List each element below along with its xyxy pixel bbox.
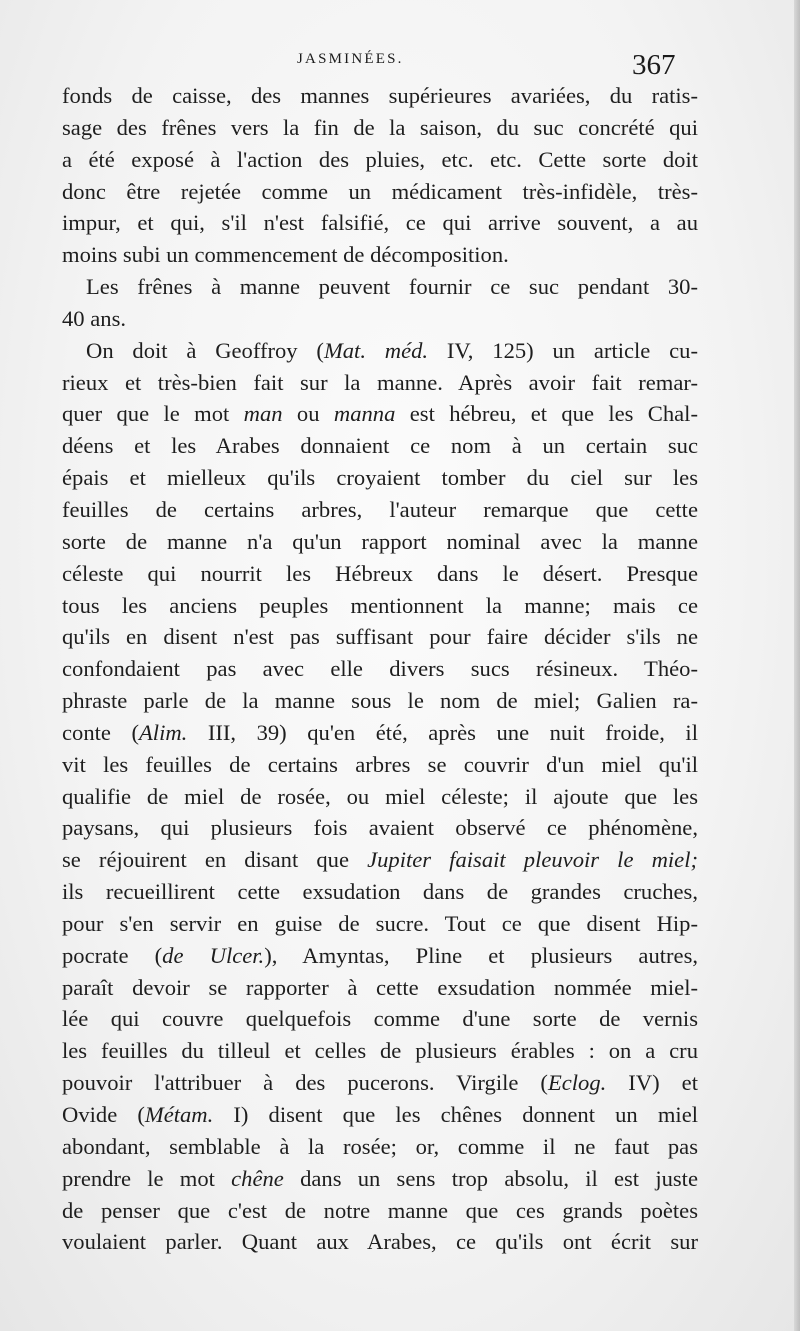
roman-text: fonds de caisse, des mannes supérieures avariées, du ratis-: [62, 83, 698, 108]
running-head: [0, 47, 800, 81]
text-line: [62, 621, 698, 653]
text-line: [62, 876, 698, 908]
italic-text: Jupiter faisait pleuvoir le miel;: [367, 847, 698, 873]
roman-text: rieux et très-bien fait sur la manne. Après avoir fait remar-: [62, 369, 698, 395]
roman-text: ils recueillirent cette exsudation dans de grandes cruches,: [62, 879, 698, 905]
text-line: [62, 685, 698, 717]
text-line: [62, 1226, 698, 1258]
roman-text: impur, et qui, s'il n'est falsifié, ce qui arrive souvent, a au: [62, 210, 698, 236]
text-line: [62, 1099, 698, 1131]
roman-text: feuilles de certains arbres, l'auteur remarque que cette: [62, 496, 698, 522]
text-line: [62, 526, 698, 558]
text-line: [62, 367, 698, 399]
roman-text: Les frênes à manne peuvent fournir ce suc pendant 30-: [86, 274, 698, 300]
roman-text: IV) et: [606, 1070, 698, 1096]
body-text: [62, 80, 698, 1258]
italic-text: man: [243, 401, 283, 427]
italic-text: chêne: [231, 1165, 284, 1191]
roman-text: confondaient pas avec elle divers sucs résineux. Théo-: [62, 656, 698, 682]
text-line: [62, 207, 698, 239]
text-line: [62, 176, 698, 208]
text-line: [62, 940, 698, 972]
roman-text: paysans, qui plusieurs fois avaient observé ce phénomène,: [62, 815, 698, 841]
text-line: [62, 1195, 698, 1227]
text-line: [62, 908, 698, 940]
italic-text: Métam.: [144, 1102, 214, 1127]
roman-text: sage des frênes vers la fin de la saison, du suc concrété qui: [62, 114, 698, 140]
italic-text: Alim.: [138, 719, 188, 745]
roman-text: tous les anciens peuples mentionnent la manne; mais ce: [62, 592, 698, 618]
roman-text: épais et mielleux qu'ils croyaient tomber du ciel sur les: [62, 465, 698, 491]
text-line: [62, 1163, 698, 1195]
roman-text: pouvoir l'attribuer à des pucerons. Virgile (: [62, 1070, 548, 1096]
italic-text: Eclog.: [547, 1070, 607, 1096]
roman-text: déens et les Arabes donnaient ce nom à un certain suc: [62, 433, 698, 459]
text-line: [62, 398, 698, 430]
roman-text: IV, 125) un article cu-: [428, 337, 698, 363]
roman-text: les feuilles du tilleul et celles de plusieurs érables : on a cru: [62, 1038, 698, 1064]
roman-text: paraît devoir se rapporter à cette exsudation nommée miel-: [62, 974, 698, 1000]
text-line: [62, 781, 698, 813]
text-line: [62, 239, 698, 271]
text-line: [62, 749, 698, 781]
roman-text: dans un sens trop absolu, il est juste: [283, 1165, 698, 1191]
roman-text: 40 ans.: [62, 305, 127, 331]
roman-text: abondant, semblable à la rosée; or, comme il ne faut pas: [62, 1133, 698, 1159]
running-title: JASMINÉES.: [297, 51, 404, 67]
text-line: [62, 812, 698, 844]
italic-text: Mat. méd.: [323, 337, 429, 363]
roman-text: phraste parle de la manne sous le nom de miel; Galien ra-: [62, 688, 698, 714]
roman-text: ou: [282, 401, 334, 427]
roman-text: qu'ils en disent n'est pas suffisant pour faire décider s'ils ne: [62, 624, 698, 650]
roman-text: se réjouirent en disant que: [62, 847, 368, 873]
roman-text: céleste qui nourrit les Hébreux dans le désert. Presque: [62, 560, 698, 586]
text-line: [62, 1035, 698, 1067]
page-number: 367: [632, 49, 676, 81]
text-line: [62, 1067, 698, 1099]
roman-text: sorte de manne n'a qu'un rapport nominal avec la manne: [62, 528, 698, 554]
text-line: [62, 112, 698, 144]
text-line: [62, 494, 698, 526]
roman-text: vit les feuilles de certains arbres se couvrir d'un miel qu'il: [62, 751, 698, 777]
text-line: [62, 653, 698, 685]
roman-text: ), Amyntas, Pline et plusieurs autres,: [264, 942, 699, 968]
roman-text: conte (: [62, 719, 139, 745]
text-line: [62, 303, 698, 335]
roman-text: prendre le mot: [62, 1165, 232, 1191]
text-line: [62, 590, 698, 622]
roman-text: moins subi un commencement de décomposition.: [62, 242, 509, 268]
roman-text: qualifie de miel de rosée, ou miel céleste; il ajoute que les: [62, 783, 698, 809]
roman-text: lée qui couvre quelquefois comme d'une sorte de vernis: [62, 1006, 698, 1032]
roman-text: donc être rejetée comme un médicament très-infidèle, très-: [62, 178, 698, 204]
roman-text: a été exposé à l'action des pluies, etc. etc. Cette sorte doit: [62, 146, 698, 172]
text-line: [62, 271, 698, 303]
page-edge: [794, 0, 800, 1331]
text-line: [62, 717, 698, 749]
roman-text: pour s'en servir en guise de sucre. Tout ce que disent Hip-: [62, 910, 698, 936]
roman-text: de penser que c'est de notre manne que ces grands poètes: [62, 1197, 698, 1223]
roman-text: est hébreu, et que les Chal-: [395, 401, 698, 427]
text-line: [62, 972, 698, 1004]
text-line: [62, 430, 698, 462]
text-line: [62, 80, 698, 112]
text-line: [62, 844, 698, 876]
italic-text: manna: [333, 401, 396, 427]
roman-text: voulaient parler. Quant aux Arabes, ce qu'ils ont écrit sur: [62, 1229, 698, 1255]
roman-text: quer que le mot: [62, 401, 244, 427]
italic-text: de Ulcer.: [162, 942, 265, 968]
text-line: [62, 144, 698, 176]
roman-text: pocrate (: [62, 942, 163, 968]
text-line: [62, 1131, 698, 1163]
text-line: [62, 462, 698, 494]
roman-text: Ovide (: [62, 1102, 145, 1127]
roman-text: On doit à Geoffroy (: [86, 337, 324, 363]
text-line: [62, 558, 698, 590]
roman-text: III, 39) qu'en été, après une nuit froide, il: [187, 719, 698, 745]
text-line: [62, 1003, 698, 1035]
roman-text: I) disent que les chênes donnent un miel: [213, 1102, 699, 1127]
text-line: [62, 335, 698, 367]
